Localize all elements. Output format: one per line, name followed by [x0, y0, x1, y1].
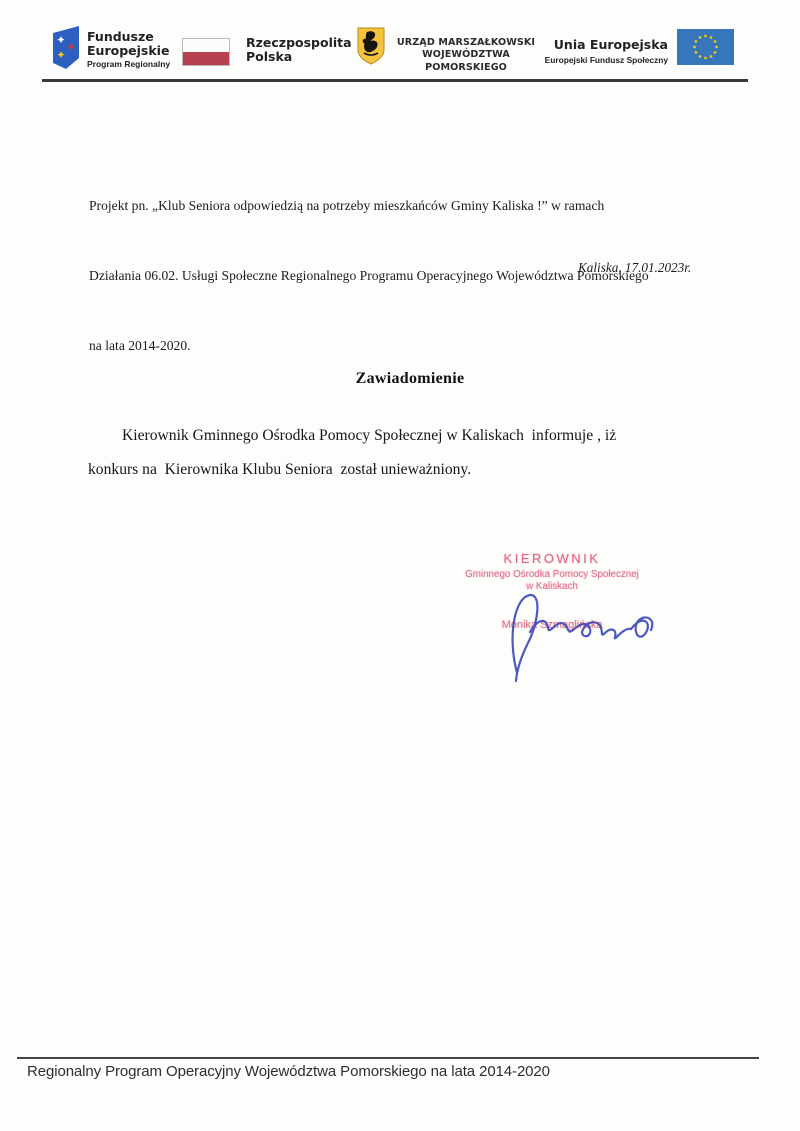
stamp-org-line2: w Kaliskach	[526, 581, 578, 592]
document-title: Zawiadomienie	[355, 370, 465, 387]
project-info-line: Projekt pn. „Klub Seniora odpowiedzią na potrzeby mieszkańców Gminy Kaliska !” w ramach	[89, 197, 605, 213]
fe-subtitle: Program Regionalny	[87, 59, 171, 69]
european-union-logo-text	[540, 38, 668, 65]
fe-title-line1: Fundusze	[87, 29, 154, 44]
eu-subtitle: Europejski Fundusz Społeczny	[544, 54, 668, 65]
place-date-line: Kaliska, 17.01.2023r.	[578, 260, 692, 275]
eu-flag-icon	[677, 29, 734, 65]
marshal-office-text	[393, 37, 539, 74]
handwritten-signature	[487, 577, 657, 687]
header-divider	[42, 79, 748, 82]
eu-title: Unia Europejska	[553, 37, 668, 52]
project-info-line: Działania 06.02. Usługi Społeczne Regionalnego Programu Operacyjnego Województwa Pomorskiego	[89, 267, 649, 283]
republic-of-poland-logo-text	[246, 36, 352, 63]
fe-title-line2: Europejskie	[87, 42, 170, 58]
eu-funds-logo-icon	[52, 26, 80, 69]
project-info-line: na lata 2014-2020.	[89, 338, 191, 353]
footer-divider	[17, 1057, 759, 1059]
body-text-line2: konkurs na Kierownika Klubu Seniora został unieważniony.	[88, 461, 472, 478]
footer-program-text: Regionalny Program Operacyjny Województwa Pomorskiego na lata 2014-2020	[27, 1063, 550, 1080]
pl-title-line1: Rzeczpospolita	[246, 35, 352, 50]
pl-title-line2: Polska	[246, 48, 293, 64]
um-line2: WOJEWÓDZTWA POMORSKIEGO	[422, 49, 510, 73]
body-text-line1: Kierownik Gminnego Ośrodka Pomocy Społecznej w Kaliskach informuje , iż	[122, 427, 617, 444]
stamp-role-text: KIEROWNIK	[503, 551, 601, 566]
um-line1: URZĄD MARSZAŁKOWSKI	[396, 37, 536, 48]
stamp-org-line1: Gminnego Ośrodka Pomocy Społecznej	[465, 569, 639, 580]
stamp-name-text: Monika Szmaglińska	[501, 619, 603, 631]
pomorskie-crest-icon	[357, 27, 385, 65]
eu-funds-logo-text	[87, 30, 170, 69]
polish-flag-icon	[182, 38, 230, 66]
